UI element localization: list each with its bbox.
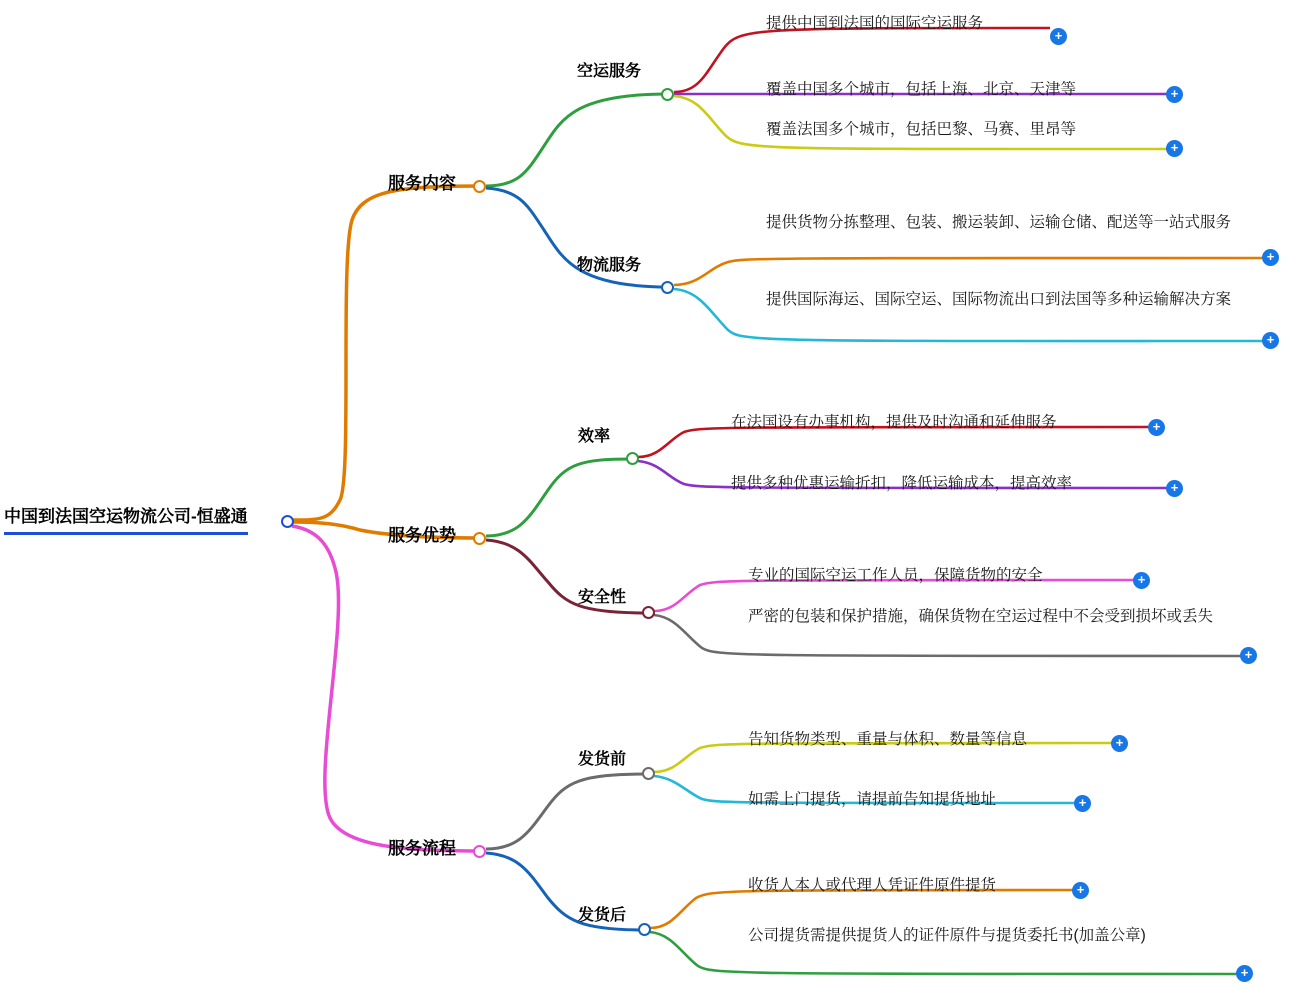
leaf-label[interactable]: 提供货物分拣整理、包装、搬运装卸、运输仓储、配送等一站式服务 [766,214,1232,231]
leaf-label[interactable]: 告知货物类型、重量与体积、数量等信息 [748,731,1028,748]
subbranch-label-after-shipping[interactable]: 发货后 [578,907,627,924]
expand-button[interactable]: + [1166,140,1183,157]
expand-button[interactable]: + [1262,249,1279,266]
subbranch-dot-before-shipping[interactable] [642,767,655,780]
subbranch-label-air-freight[interactable]: 空运服务 [577,63,642,80]
expand-button[interactable]: + [1072,882,1089,899]
subbranch-label-safety[interactable]: 安全性 [578,589,627,606]
expand-button[interactable]: + [1050,28,1067,45]
leaf-label[interactable]: 覆盖法国多个城市，包括巴黎、马赛、里昂等 [766,121,1077,138]
subbranch-label-logistics[interactable]: 物流服务 [577,257,642,274]
expand-button[interactable]: + [1166,480,1183,497]
subbranch-label-efficiency[interactable]: 效率 [578,428,611,445]
root-node-label[interactable]: 中国到法国空运物流公司-恒盛通 [4,505,248,535]
expand-button[interactable]: + [1166,86,1183,103]
branch-dot-service-advantage[interactable] [473,532,486,545]
branch-dot-service-content[interactable] [473,180,486,193]
expand-button[interactable]: + [1240,647,1257,664]
expand-button[interactable]: + [1133,572,1150,589]
leaf-label[interactable]: 如需上门提货，请提前告知提货地址 [748,791,997,808]
leaf-label[interactable]: 提供国际海运、国际空运、国际物流出口到法国等多种运输解决方案 [766,291,1232,308]
leaf-label[interactable]: 专业的国际空运工作人员，保障货物的安全 [748,567,1043,584]
expand-button[interactable]: + [1111,735,1128,752]
subbranch-dot-after-shipping[interactable] [638,923,651,936]
leaf-label[interactable]: 收货人本人或代理人凭证件原件提货 [748,877,997,894]
subbranch-dot-air-freight[interactable] [661,88,674,101]
leaf-label[interactable]: 在法国设有办事机构，提供及时沟通和延伸服务 [731,414,1057,431]
expand-button[interactable]: + [1236,965,1253,982]
subbranch-label-before-shipping[interactable]: 发货前 [578,751,627,768]
root-node-dot[interactable] [281,515,294,528]
branch-label-service-advantage[interactable]: 服务优势 [388,526,456,545]
expand-button[interactable]: + [1262,332,1279,349]
subbranch-dot-logistics[interactable] [661,281,674,294]
leaf-label[interactable]: 严密的包装和保护措施，确保货物在空运过程中不会受到损坏或丢失 [748,608,1214,625]
leaf-label[interactable]: 提供多种优惠运输折扣，降低运输成本，提高效率 [731,475,1073,492]
leaf-label[interactable]: 覆盖中国多个城市，包括上海、北京、天津等 [766,81,1077,98]
branch-label-service-process[interactable]: 服务流程 [388,839,456,858]
branch-label-service-content[interactable]: 服务内容 [388,174,456,193]
subbranch-dot-efficiency[interactable] [626,452,639,465]
subbranch-dot-safety[interactable] [642,606,655,619]
expand-button[interactable]: + [1074,795,1091,812]
expand-button[interactable]: + [1148,419,1165,436]
leaf-label[interactable]: 提供中国到法国的国际空运服务 [766,15,984,32]
leaf-label[interactable]: 公司提货需提供提货人的证件原件与提货委托书(加盖公章) [748,927,1146,944]
branch-dot-service-process[interactable] [473,845,486,858]
